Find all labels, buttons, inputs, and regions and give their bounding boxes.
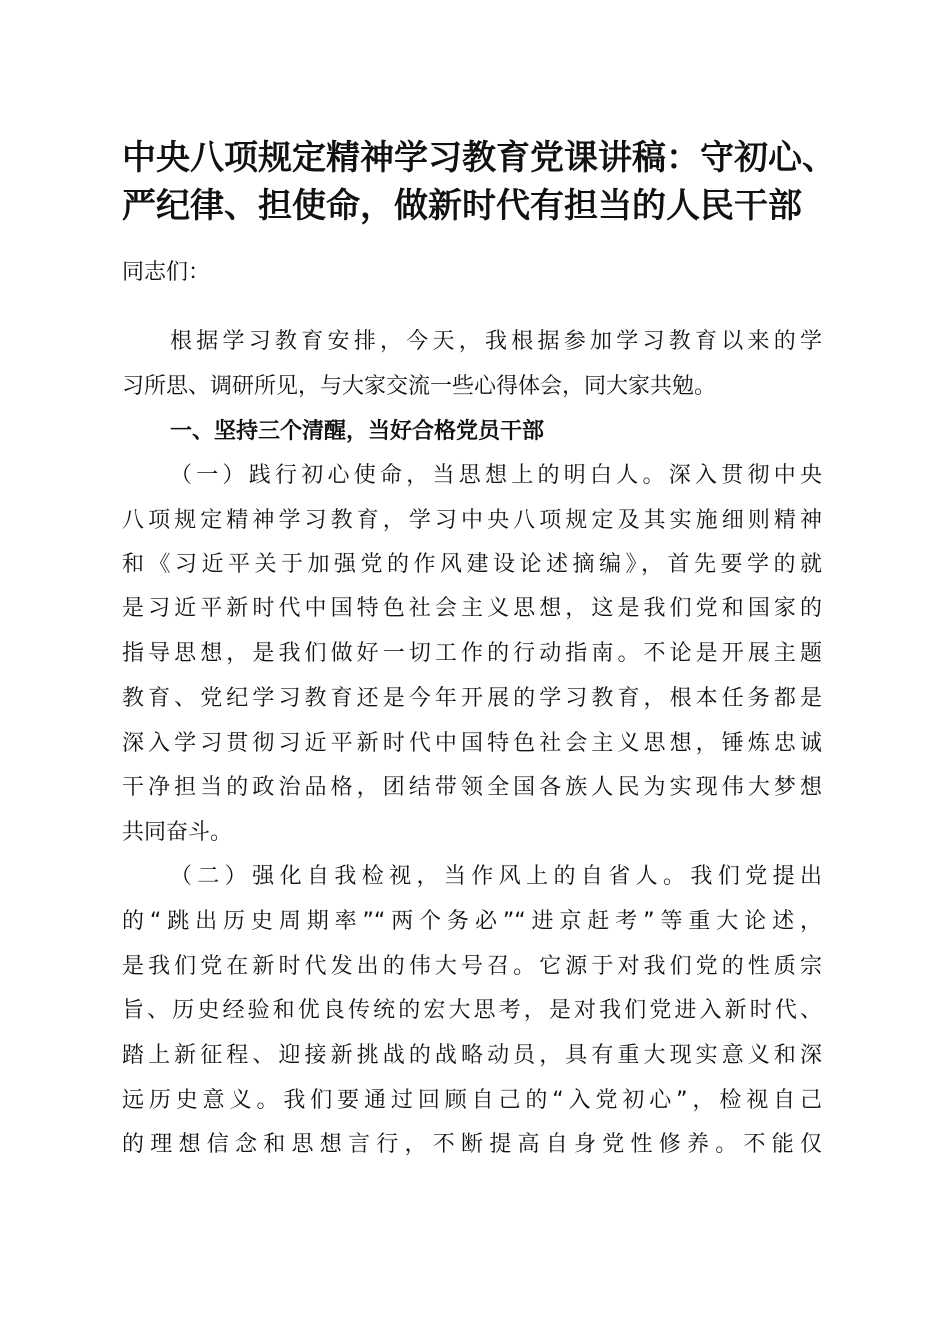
paragraph-line: 是习近平新时代中国特色社会主义思想，这是我们党和国家的 <box>122 596 822 621</box>
paragraph-line: 干净担当的政治品格，团结带领全国各族人民为实现伟大梦想 <box>122 775 822 800</box>
paragraph-line: 踏上新征程、迎接新挑战的战略动员，具有重大现实意义和深 <box>122 1043 822 1068</box>
paragraph-line: 的“跳出历史周期率”“两个务必”“进京赶考”等重大论述， <box>122 909 822 934</box>
paragraph-line: 教育、党纪学习教育还是今年开展的学习教育，根本任务都是 <box>122 686 822 711</box>
paragraph-line: 指导思想，是我们做好一切工作的行动指南。不论是开展主题 <box>122 641 822 666</box>
paragraph-line: 和《习近平关于加强党的作风建设论述摘编》，首先要学的就 <box>122 552 822 577</box>
paragraph-line: 远历史意义。我们要通过回顾自己的“入党初心”，检视自己 <box>122 1088 822 1113</box>
paragraph-line: 共同奋斗。 <box>122 820 233 845</box>
paragraph-line: 深入学习贯彻习近平新时代中国特色社会主义思想，锤炼忠诚 <box>122 731 822 756</box>
paragraph-line: 的理想信念和思想言行，不断提高自身党性修养。不能仅 <box>122 1132 822 1157</box>
intro-line: 根据学习教育安排，今天，我根据参加学习教育以来的学 <box>170 329 822 354</box>
paragraph-line: （二）强化自我检视，当作风上的自省人。我们党提出 <box>170 864 822 889</box>
salutation: 同志们： <box>122 260 211 285</box>
intro-line: 习所思、调研所见，与大家交流一些心得体会，同大家共勉。 <box>122 374 717 399</box>
document-title-line-1: 中央八项规定精神学习教育党课讲稿：守初心、 <box>122 138 836 178</box>
document-title-line-2: 严纪律、担使命，做新时代有担当的人民干部 <box>122 186 802 226</box>
paragraph-line: 旨、历史经验和优良传统的宏大思考，是对我们党进入新时代、 <box>122 998 822 1023</box>
section-heading: 一、坚持三个清醒，当好合格党员干部 <box>170 419 545 444</box>
paragraph-line: 是我们党在新时代发出的伟大号召。它源于对我们党的性质宗 <box>122 954 822 979</box>
paragraph-line: 八项规定精神学习教育，学习中央八项规定及其实施细则精神 <box>122 508 822 533</box>
paragraph-line: （一）践行初心使命，当思想上的明白人。深入贯彻中央 <box>170 463 822 488</box>
